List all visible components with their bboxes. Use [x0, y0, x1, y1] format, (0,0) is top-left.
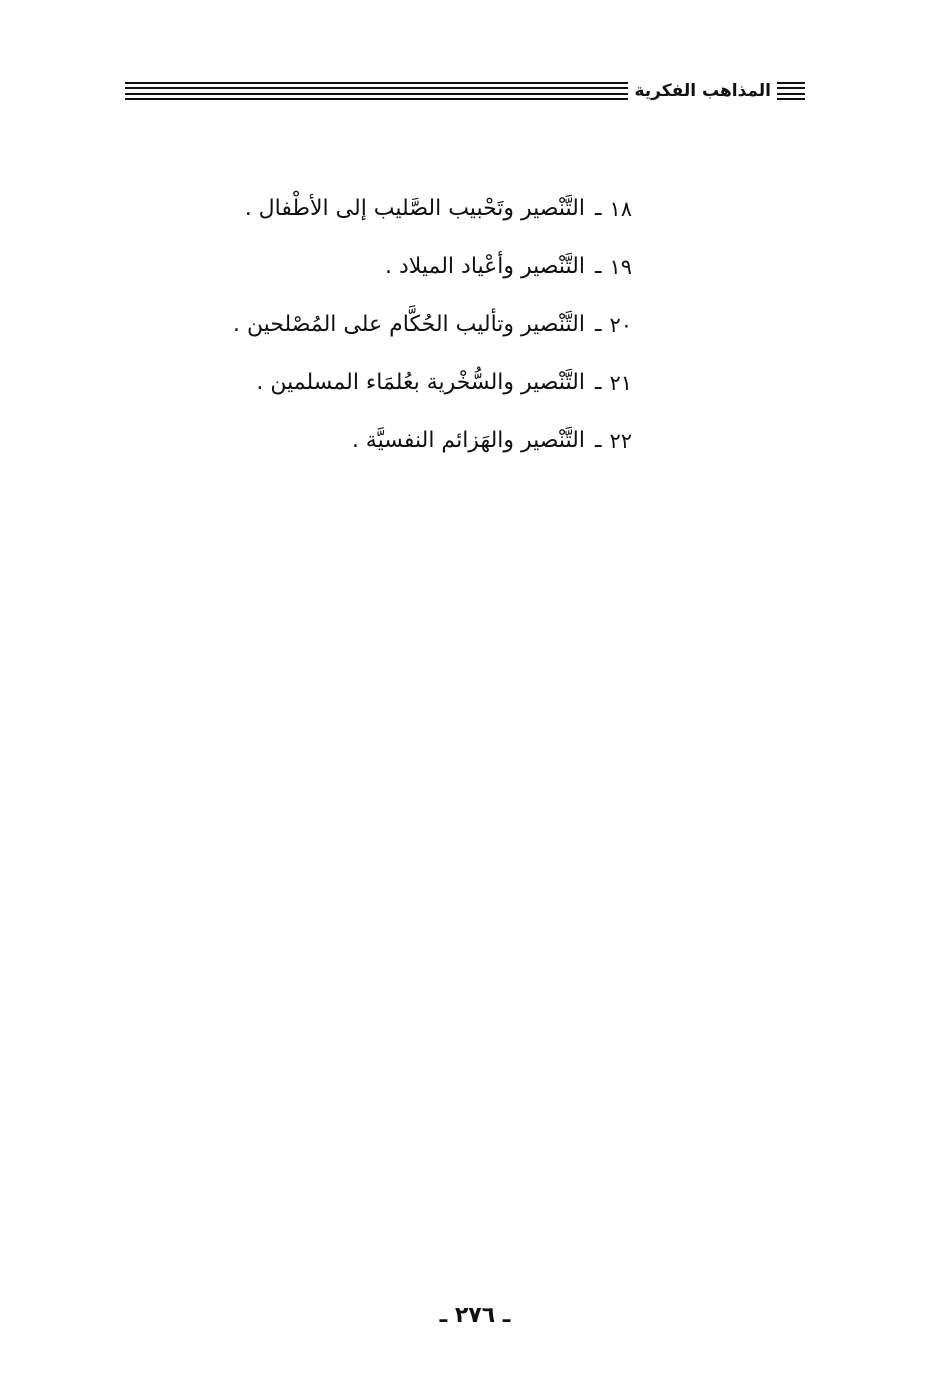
header-title: المذاهب الفكرية	[634, 81, 771, 101]
item-dash: ـ	[594, 428, 602, 453]
header-ornament	[777, 82, 805, 100]
list-item	[152, 238, 632, 296]
item-text: التَّنْصير وتأليب الحُكَّام على المُصْلحين .	[232, 312, 585, 337]
list-item	[152, 296, 632, 354]
item-text: التَّنْصير والهَزائم النفسيَّة .	[351, 428, 585, 453]
header-rule	[125, 82, 628, 100]
item-dash: ـ	[594, 196, 602, 221]
item-text: التَّنْصير وتَحْبيب الصَّليب إلى الأطْفال .	[244, 196, 585, 221]
item-dash: ـ	[594, 370, 602, 395]
list-item	[152, 354, 632, 412]
running-header	[125, 78, 805, 104]
item-number: ١٨	[609, 197, 632, 221]
list-item	[152, 412, 632, 470]
item-text: التَّنْصير والسُّخْرية بعُلمَاء المسلمين .	[256, 370, 585, 395]
item-number: ٢٠	[609, 313, 632, 337]
item-text: التَّنْصير وأعْياد الميلاد .	[384, 254, 585, 279]
item-number: ٢١	[609, 371, 632, 395]
item-dash: ـ	[594, 312, 602, 337]
topics-list	[152, 180, 632, 470]
item-number: ١٩	[609, 255, 632, 279]
list-item	[152, 180, 632, 238]
page-number: ـ ٢٧٦ ـ	[439, 1303, 511, 1328]
item-dash: ـ	[594, 254, 602, 279]
item-number: ٢٢	[609, 429, 632, 453]
